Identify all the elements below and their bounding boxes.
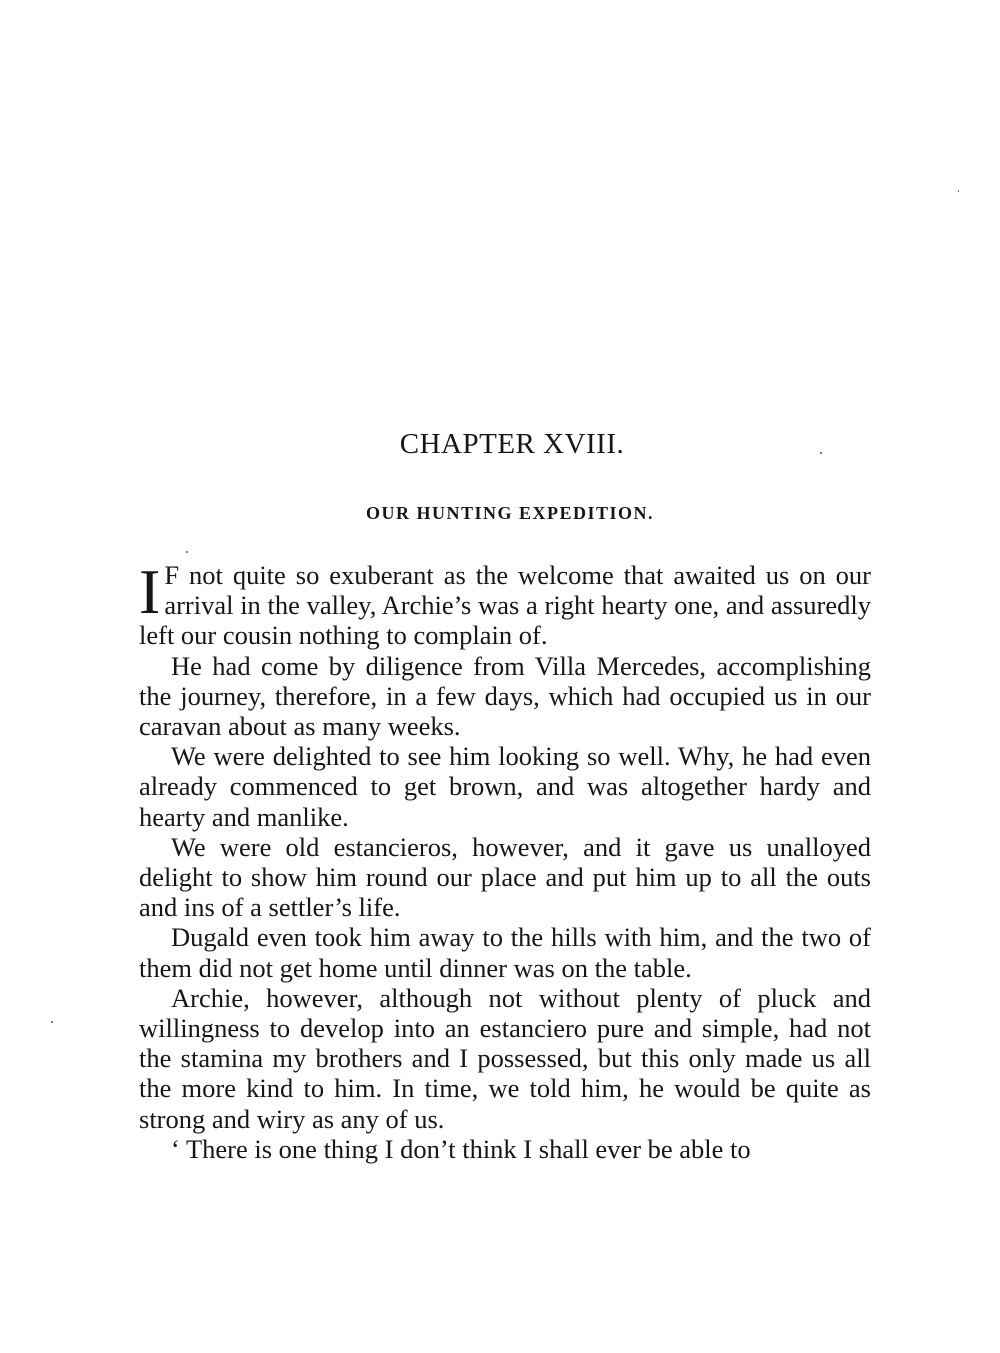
ink-speck xyxy=(186,551,188,553)
paragraph-2: He had come by diligence from Villa Mercedes, accomplishing the journey, therefore, in a few days, which had occupied us in our caravan about as many weeks. xyxy=(139,650,871,742)
page-edge-mark xyxy=(958,190,959,192)
paragraph-7: ‘ There is one thing I don’t think I shall ever be able to xyxy=(171,1133,751,1164)
ink-speck xyxy=(51,1021,53,1023)
chapter-heading: CHAPTER XVIII. xyxy=(399,428,625,460)
paragraph-5: Dugald even took him away to the hills with him, and the two of them did not get home until dinner was on the table. xyxy=(139,922,871,983)
paragraph-3: We were delighted to see him looking so well. Why, he had even already commenced to get brown, and was altogether hardy and hearty and manlike. xyxy=(139,741,871,832)
paragraph-4: We were old estancieros, however, and it gave us unalloyed delight to show him round our place and put him up to all the outs and ins of a settler’s life. xyxy=(139,831,871,923)
paragraph-1: IF not quite so exuberant as the welcome that awaited us on our arrival in the valley, Archie’s was a right hearty one, and assuredly left our cousin nothing to complain of. xyxy=(139,556,871,651)
paragraph-6: Archie, however, although not without plenty of pluck and willingness to develop into an estanciero pure and simple, had not the stamina my brothers and I possessed, but this only made us all the more kind to him. In time, we told him, he would be quite as strong and wiry as any of us. xyxy=(139,982,871,1134)
chapter-body xyxy=(139,556,871,1164)
chapter-subtitle: OUR HUNTING EXPEDITION. xyxy=(365,503,655,523)
